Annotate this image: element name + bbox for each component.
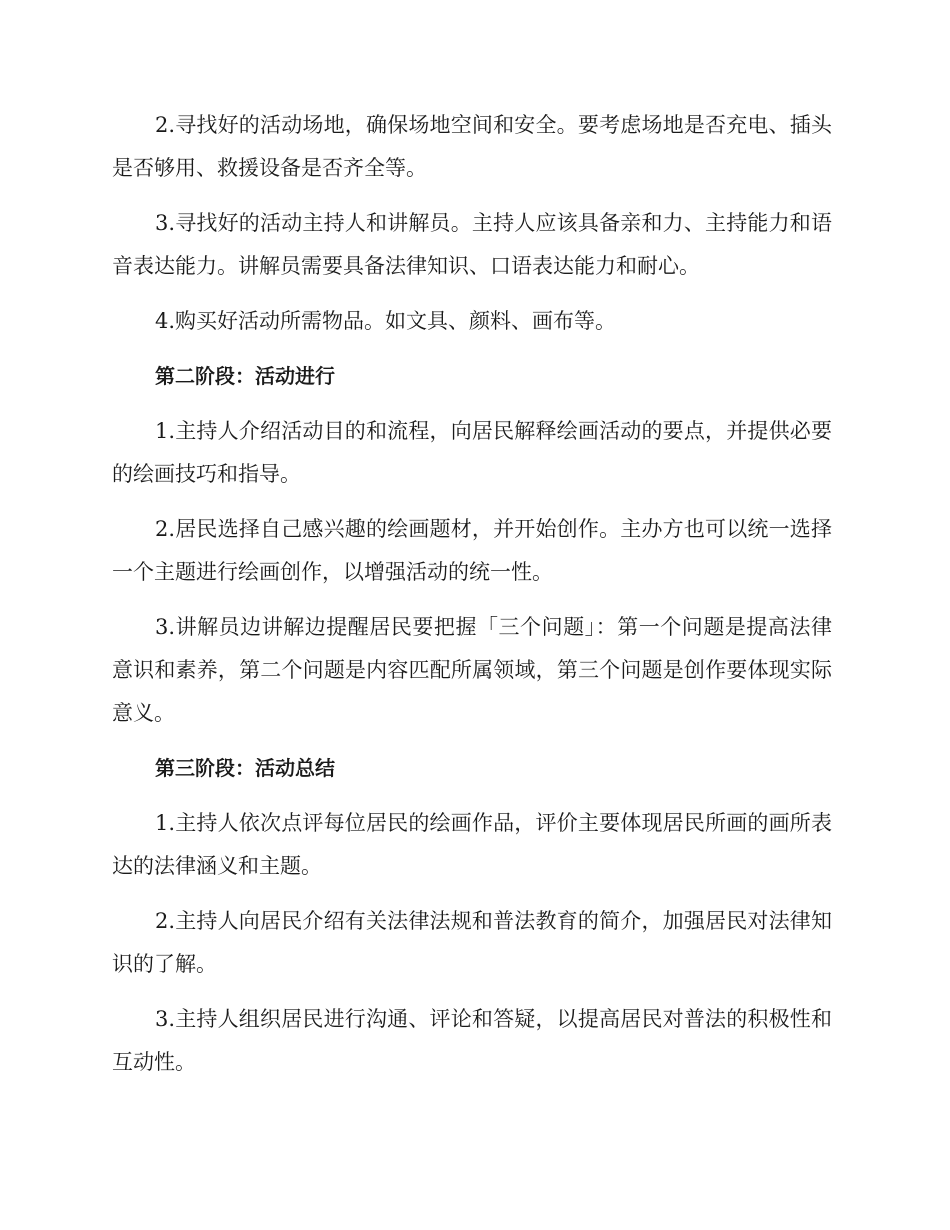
document-page xyxy=(112,104,832,1096)
paragraph-law-intro: 2.主持人向居民介绍有关法律法规和普法教育的简介，加强居民对法律知识的了解。 xyxy=(112,909,832,976)
paragraph-host: 3.寻找好的活动主持人和讲解员。主持人应该具备亲和力、主持能力和语音表达能力。讲解员需要具备法律知识、口语表达能力和耐心。 xyxy=(112,211,832,278)
paragraph-review: 1.主持人依次点评每位居民的绘画作品，评价主要体现居民所画的画所表达的法律涵义和主题。 xyxy=(112,811,832,878)
paragraph-creation: 2.居民选择自己感兴趣的绘画题材，并开始创作。主办方也可以统一选择一个主题进行绘画创作，以增强活动的统一性。 xyxy=(112,517,832,584)
paragraph-intro: 1.主持人介绍活动目的和流程，向居民解释绘画活动的要点，并提供必要的绘画技巧和指导。 xyxy=(112,419,832,486)
section-heading-stage-two: 第二阶段：活动进行 xyxy=(155,364,335,388)
paragraph-supplies: 4.购买好活动所需物品。如文具、颜料、画布等。 xyxy=(155,309,617,333)
paragraph-three-questions: 3.讲解员边讲解边提醒居民要把握「三个问题」：第一个问题是提高法律意识和素养，第二个问题是内容匹配所属领域，第三个问题是创作要体现实际意义。 xyxy=(112,615,832,725)
paragraph-discussion: 3.主持人组织居民进行沟通、评论和答疑，以提高居民对普法的积极性和互动性。 xyxy=(112,1007,832,1074)
section-heading-stage-three: 第三阶段：活动总结 xyxy=(155,756,335,780)
paragraph-venue: 2.寻找好的活动场地，确保场地空间和安全。要考虑场地是否充电、插头是否够用、救援设备是否齐全等。 xyxy=(112,113,832,180)
